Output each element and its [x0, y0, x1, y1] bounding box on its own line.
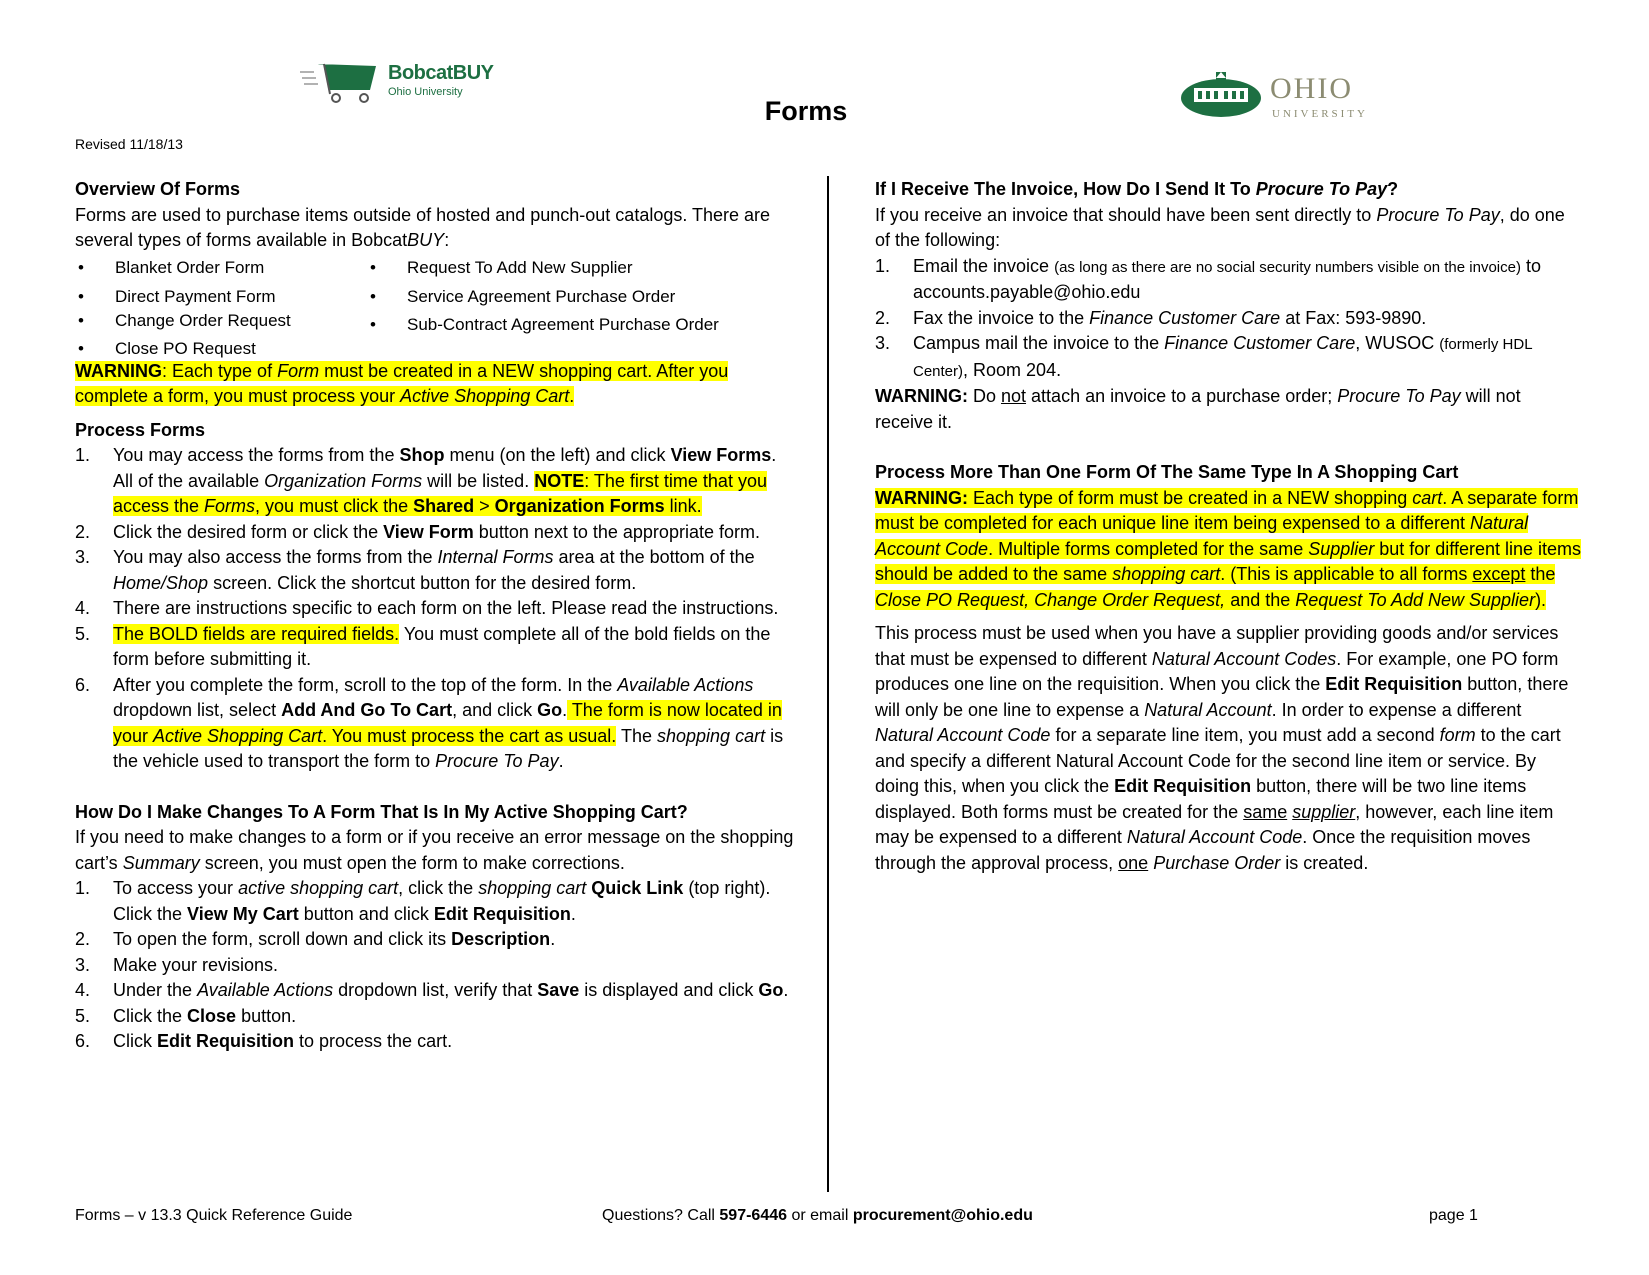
changes-heading: How Do I Make Changes To A Form That Is In My Active Shopping Cart? [75, 801, 688, 822]
footer-page-number: page 1 [1429, 1207, 1478, 1224]
process-forms-steps [75, 443, 795, 775]
bobcatbuy-logo-subtitle: Ohio University [388, 86, 463, 98]
overview-warning: WARNING: Each type of Form must be created in a NEW shopping cart. After you complete a form, you must process your Active Shopping Cart. [75, 360, 729, 406]
column-divider [827, 176, 829, 1192]
list-item: 5. Click the Close button. [75, 1005, 297, 1026]
list-item: 4. There are instructions specific to each form on the left. Please read the instructions. [75, 598, 779, 618]
list-item: 2. Click the desired form or click the View Form button next to the appropriate form. [75, 521, 760, 542]
changes-steps [75, 876, 795, 1055]
overview-heading: Overview Of Forms [75, 179, 241, 199]
footer-guide-title: Forms – v 13.3 Quick Reference Guide [75, 1207, 353, 1224]
multi-form-warning: WARNING: Each type of form must be created in a NEW shopping cart. A separate form must be completed for each unique line item being expensed to a different Natural Account Code. Multiple forms completed for the same Supplier but for different line items should be added to the same shopping cart. (This is applicable to all forms except the Close PO Request, Change Order Request, and the Request To Add New Supplier). [875, 487, 1582, 610]
right-column [875, 177, 1583, 876]
university-wordmark: UNIVERSITY [1272, 108, 1368, 120]
list-item: 6. After you complete the form, scroll to the top of the form. In the Available Actions dropdown list, select Add And Go To Cart, and click Go. The form is now located in your Active Shopping Cart. You must process the cart as usual. The shopping cart is the vehicle used to transport the form to Procure To Pay. [75, 674, 784, 771]
bobcatbuy-logo-wordmark: BobcatBUY [388, 62, 494, 84]
list-item: • Close PO Request [78, 338, 256, 358]
list-item: • Change Order Request [78, 310, 291, 330]
list-item: 4. Under the Available Actions dropdown list, verify that Save is displayed and click Go. [75, 980, 789, 1000]
list-item: 1. To access your active shopping cart, click the shopping cart Quick Link (top right). Click the View My Cart button and click Edit Requisition. [75, 878, 771, 924]
list-item: 3. You may also access the forms from the Internal Forms area at the bottom of the Home/Shop screen. Click the shortcut button for the desired form. [75, 547, 755, 593]
list-item: 3. Make your revisions. [75, 954, 279, 975]
multi-form-body: This process must be used when you have a supplier providing goods and/or services that must be expensed to different Natural Account Codes. For example, one PO form produces one line on the requisition. When you click the Edit Requisition button, there will only be one line to expense a Natural Account. In order to expense a different Natural Account Code for a separate line item, you must add a second form to the cart and specify a different Natural Account Code for the second line item or service. By doing this, when you click the Edit Requisition button, there will be two line items displayed. Both forms must be created for the same supplier, however, each line item may be expensed to a different Natural Account Code. Once the requisition moves through the approval process, one Purchase Order is created. [875, 623, 1569, 873]
ohio-wordmark: OHIO [1270, 72, 1353, 105]
list-item: • Service Agreement Purchase Order [370, 286, 676, 306]
list-item: • Direct Payment Form [78, 286, 276, 306]
form-types-list [75, 255, 795, 359]
list-item: 6. Click Edit Requisition to process the cart. [75, 1031, 453, 1051]
page-title: Forms [764, 96, 848, 126]
list-item: 1. You may access the forms from the Shop menu (on the left) and click View Forms. All of the available Organization Forms will be listed. NOTE: The first time that you access the Forms, you must click the Shared > Organization Forms link. [75, 445, 777, 516]
left-column [75, 177, 795, 1055]
list-item: 2. To open the form, scroll down and click its Description. [75, 929, 556, 949]
list-item: 3. Campus mail the invoice to the Finance Customer Care, WUSOC (formerly HDL Center), Room 204. [875, 333, 1532, 380]
list-item: • Request To Add New Supplier [370, 257, 633, 277]
changes-intro: If you need to make changes to a form or if you receive an error message on the shopping cart’s Summary screen, you must open the form to make corrections. [75, 827, 794, 873]
invoice-intro: If you receive an invoice that should have been sent directly to Procure To Pay, do one of the following: [875, 204, 1565, 250]
list-item: 5. The BOLD fields are required fields. You must complete all of the bold fields on the form before submitting it. [75, 623, 771, 669]
footer-contact: Questions? Call 597-6446 or email procurement@ohio.edu [602, 1207, 1033, 1224]
invoice-warning: WARNING: Do not attach an invoice to a purchase order; Procure To Pay will not receive it. [875, 386, 1521, 432]
ohio-university-logo [1180, 72, 1380, 124]
overview-intro: Forms are used to purchase items outside of hosted and punch-out catalogs. There are several types of forms available in BobcatBUY: [75, 204, 771, 250]
list-item: • Blanket Order Form [78, 257, 265, 277]
invoice-steps [875, 254, 1583, 385]
revised-date: Revised 11/18/13 [75, 136, 183, 152]
university-seal-icon [1180, 72, 1262, 118]
list-item: • Sub-Contract Agreement Purchase Order [370, 314, 719, 334]
multi-form-heading: Process More Than One Form Of The Same Type In A Shopping Cart [875, 462, 1459, 482]
invoice-heading: If I Receive The Invoice, How Do I Send It To Procure To Pay? [875, 179, 1399, 199]
process-forms-heading: Process Forms [75, 419, 206, 440]
list-item: 2. Fax the invoice to the Finance Customer Care at Fax: 593-9890. [875, 307, 1427, 328]
list-item: 1. Email the invoice (as long as there are no social security numbers visible on the invoice) to accounts.payable@ohio.edu [875, 255, 1541, 302]
